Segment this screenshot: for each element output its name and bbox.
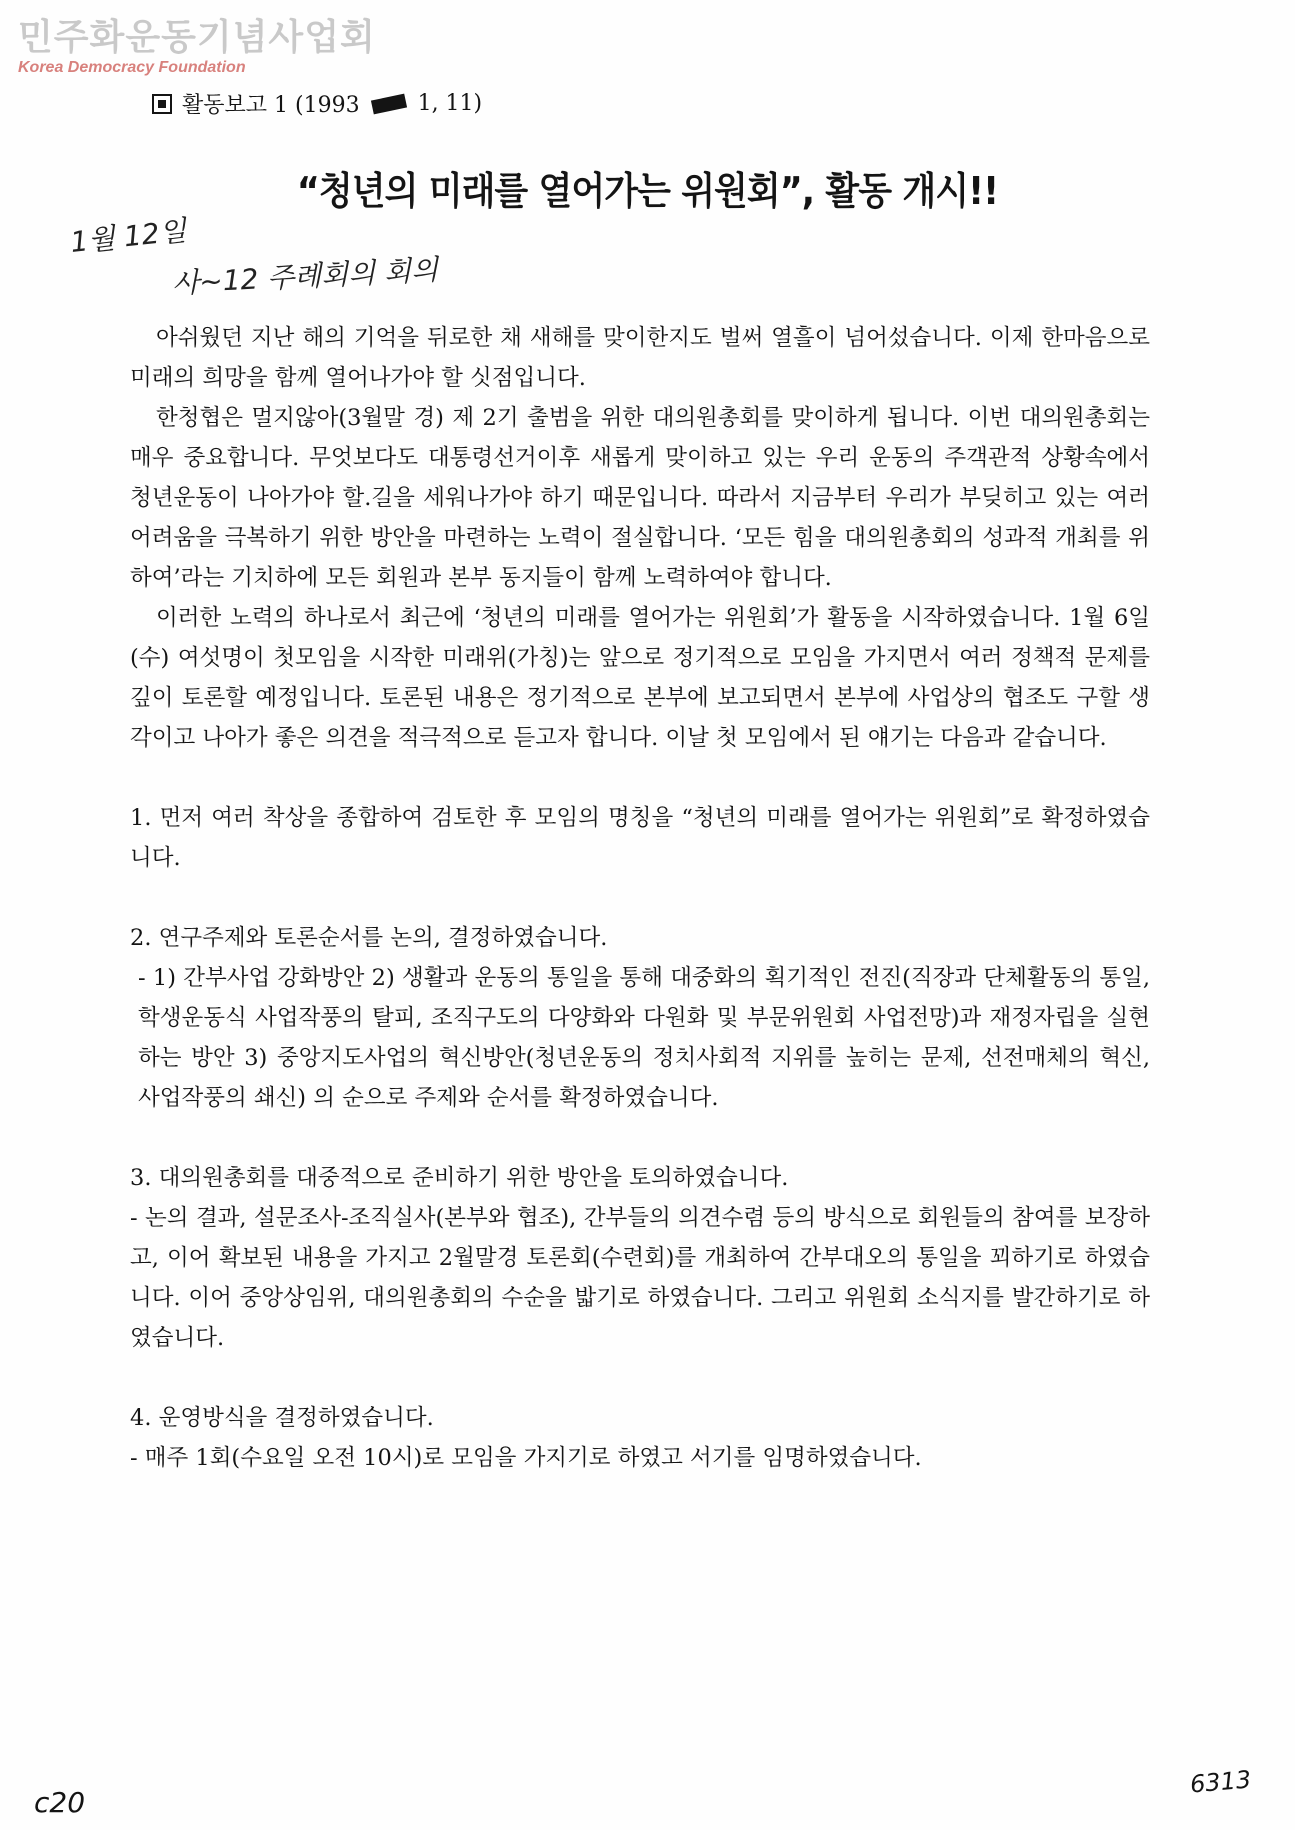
redaction-mark	[370, 93, 406, 114]
handwritten-note: 사~12 주례회의 회의	[171, 253, 439, 300]
list-item-4-body: - 매주 1회(수요일 오전 10시)로 모임을 가지기로 하였고 서기를 임명하였습니다.	[130, 1445, 922, 1471]
watermark-korean: 민주화운동기념사업회	[18, 17, 376, 58]
report-header	[152, 88, 482, 119]
handwritten-date: 1월 12일	[68, 213, 189, 259]
list-item-3-body: - 논의 결과, 설문조사-조직실사(본부와 협조), 간부들의 의견수렴 등의 방식으로 회원들의 참여를 보장하고, 이어 확보된 내용을 가지고 2월말경 토론회(수련회)를 개최하여 간부대오의 통일을 꾀하기로 하였습니다. 이어 중앙상임위, 대의원총회의 수순을 밟기로 하였습니다. 그리고 위원회 소식지를 발간하기로 하였습니다.	[130, 1205, 1150, 1351]
foundation-watermark	[18, 18, 376, 78]
header-label: 활동보고 1 (1993	[182, 93, 360, 118]
list-item-2-heading: 2. 연구주제와 토론순서를 논의, 결정하였습니다.	[130, 925, 608, 951]
document-title: “청년의 미래를 열어가는 위원회”, 활동 개시!!	[296, 169, 999, 213]
header-date: 1, 11)	[417, 91, 483, 116]
paragraph-assembly: 한청협은 멀지않아(3월말 경) 제 2기 출범을 위한 대의원총회를 맞이하게 됩니다. 이번 대의원총회는 매우 중요합니다. 무엇보다도 대통령선거이후 새롭게 맞이하고 있는 우리 운동의 주객관적 상황속에서 청년운동이 나아가야 할.길을 세워나가야 하기 때문입니다. 따라서 지금부터 우리가 부딪히고 있는 여러 어려움을 극복하기 위한 방안을 마련하는 노력이 절실합니다. ‘모든 힘을 대의원총회의 성과적 개최를 위하여’라는 기치하에 모든 회원과 본부 동지들이 함께 노력하여야 합니다.	[130, 405, 1150, 591]
paragraph-committee: 이러한 노력의 하나로서 최근에 ‘청년의 미래를 열어가는 위원회’가 활동을 시작하였습니다. 1월 6일(수) 여섯명이 첫모임을 시작한 미래위(가칭)는 앞으로 정기적으로 모임을 가지면서 여러 정책적 문제를 깊이 토론할 예정입니다. 토론된 내용은 정기적으로 본부에 보고되면서 본부에 사업상의 협조도 구할 생각이고 나아가 좋은 의견을 적극적으로 듣고자 합니다. 이날 첫 모임에서 된 얘기는 다음과 같습니다.	[130, 605, 1150, 751]
list-item-4-heading: 4. 운영방식을 결정하였습니다.	[130, 1405, 434, 1431]
page-number: c20	[34, 1786, 86, 1819]
watermark-english: Korea Democracy Foundation	[18, 59, 246, 76]
document-body	[130, 318, 1150, 1478]
list-item-2-body: - 1) 간부사업 강화방안 2) 생활과 운동의 통일을 통해 대중화의 획기적인 전진(직장과 단체활동의 통일, 학생운동식 사업작풍의 탈피, 조직구도의 다양화와 다원화 및 부문위원회 사업전망)과 재정자립을 실현하는 방안 3) 중앙지도사업의 혁신방안(청년운동의 정치사회적 지위를 높히는 문제, 선전매체의 혁신, 사업작풍의 쇄신) 의 순으로 주제와 순서를 확정하였습니다.	[138, 965, 1150, 1111]
list-item-3-heading: 3. 대의원총회를 대중적으로 준비하기 위한 방안을 토의하였습니다.	[130, 1165, 789, 1191]
list-item-1: 1. 먼저 여러 착상을 종합하여 검토한 후 모임의 명칭을 “청년의 미래를 열어가는 위원회”로 확정하였습니다.	[130, 805, 1150, 871]
archive-code: 6313	[1188, 1765, 1253, 1799]
paragraph-intro: 아쉬웠던 지난 해의 기억을 뒤로한 채 새해를 맞이한지도 벌써 열흘이 넘어섰습니다. 이제 한마음으로 미래의 희망을 함께 열어나가야 할 싯점입니다.	[130, 325, 1150, 391]
boxed-square-icon	[152, 94, 172, 114]
